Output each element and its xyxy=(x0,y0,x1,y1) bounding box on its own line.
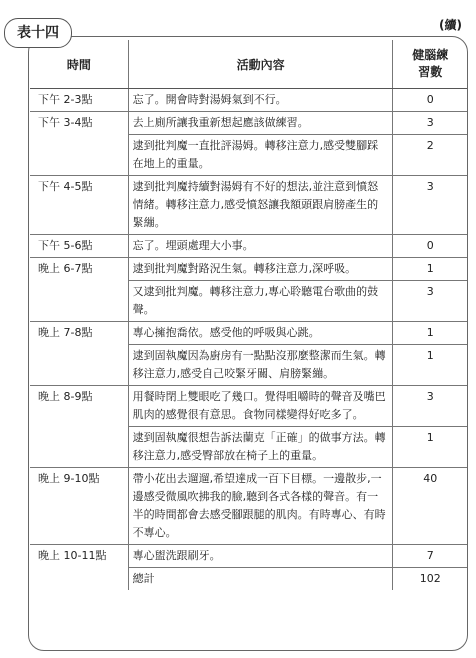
total-label: 總計 xyxy=(128,568,393,591)
row-count: 2 xyxy=(393,135,467,176)
table-row xyxy=(30,386,467,427)
row-activity: 逮到批判魔一直批評湯姆。轉移注意力,感受雙腳踩在地上的重量。 xyxy=(128,135,393,176)
row-time: 晚上 10-11點 xyxy=(30,545,128,568)
row-activity: 帶小花出去遛遛,希望達成一百下目標。一邊散步,一邊感受微風吹拂我的臉,聽到各式各樣的聲音。有一半的時間都會去感受腳跟腿的肌肉。有時專心、有時不專心。 xyxy=(128,468,393,545)
table-row xyxy=(30,176,467,235)
row-activity: 逮到批判魔對路況生氣。轉移注意力,深呼吸。 xyxy=(128,258,393,281)
row-activity: 忘了。埋頭處理大小事。 xyxy=(128,235,393,258)
table-row xyxy=(30,468,467,545)
row-time: 晚上 6-7點 xyxy=(30,258,128,281)
row-count: 3 xyxy=(393,176,467,235)
total-row xyxy=(30,568,467,591)
row-time: 下午 2-3點 xyxy=(30,89,128,112)
row-count: 1 xyxy=(393,427,467,468)
table-row xyxy=(30,258,467,281)
row-count: 40 xyxy=(393,468,467,545)
table-row xyxy=(30,89,467,112)
table-header-row xyxy=(30,40,467,89)
header-activity: 活動內容 xyxy=(128,40,393,89)
row-time xyxy=(30,345,128,386)
row-time: 下午 5-6點 xyxy=(30,235,128,258)
row-count: 0 xyxy=(393,235,467,258)
activity-table xyxy=(30,40,467,590)
row-time: 晚上 9-10點 xyxy=(30,468,128,545)
row-time: 晚上 7-8點 xyxy=(30,322,128,345)
header-time: 時間 xyxy=(30,40,128,89)
row-count: 3 xyxy=(393,386,467,427)
row-activity: 逮到固執魔很想告訴法蘭克「正確」的做事方法。轉移注意力,感受臀部放在椅子上的重量。 xyxy=(128,427,393,468)
row-activity: 去上廁所讓我重新想起應該做練習。 xyxy=(128,112,393,135)
row-activity: 專心擁抱喬依。感受他的呼吸與心跳。 xyxy=(128,322,393,345)
row-count: 1 xyxy=(393,258,467,281)
row-time xyxy=(30,135,128,176)
row-time: 下午 3-4點 xyxy=(30,112,128,135)
row-time xyxy=(30,568,128,591)
row-activity: 逮到固執魔因為廚房有一點點沒那麼整潔而生氣。轉移注意力,感受自己咬緊牙關、肩膀緊繃。 xyxy=(128,345,393,386)
header-count xyxy=(393,40,467,89)
row-count: 7 xyxy=(393,545,467,568)
row-time xyxy=(30,281,128,322)
row-activity: 又逮到批判魔。轉移注意力,專心聆聽電台歌曲的鼓聲。 xyxy=(128,281,393,322)
table-row xyxy=(30,427,467,468)
row-count: 1 xyxy=(393,345,467,386)
table-title: 表十四 xyxy=(4,18,72,48)
table-row xyxy=(30,112,467,135)
table-row xyxy=(30,345,467,386)
table-row xyxy=(30,322,467,345)
row-count: 3 xyxy=(393,281,467,322)
row-activity: 忘了。開會時對湯姆氣到不行。 xyxy=(128,89,393,112)
row-time: 下午 4-5點 xyxy=(30,176,128,235)
row-count: 1 xyxy=(393,322,467,345)
continued-label: (續) xyxy=(439,18,462,32)
table-row xyxy=(30,235,467,258)
table-row xyxy=(30,545,467,568)
row-time: 晚上 8-9點 xyxy=(30,386,128,427)
row-activity: 逮到批判魔持續對湯姆有不好的想法,並注意到憤怒情緒。轉移注意力,感受憤怒讓我額頭跟肩膀產生的緊繃。 xyxy=(128,176,393,235)
row-activity: 用餐時閉上雙眼吃了幾口。覺得咀嚼時的聲音及嘴巴肌肉的感覺很有意思。食物同樣變得好吃多了。 xyxy=(128,386,393,427)
table-row xyxy=(30,281,467,322)
table-row xyxy=(30,135,467,176)
row-time xyxy=(30,427,128,468)
header-count-text: 健腦練習數 xyxy=(412,48,449,79)
total-count: 102 xyxy=(393,568,467,591)
row-activity: 專心盥洗跟刷牙。 xyxy=(128,545,393,568)
row-count: 0 xyxy=(393,89,467,112)
row-count: 3 xyxy=(393,112,467,135)
